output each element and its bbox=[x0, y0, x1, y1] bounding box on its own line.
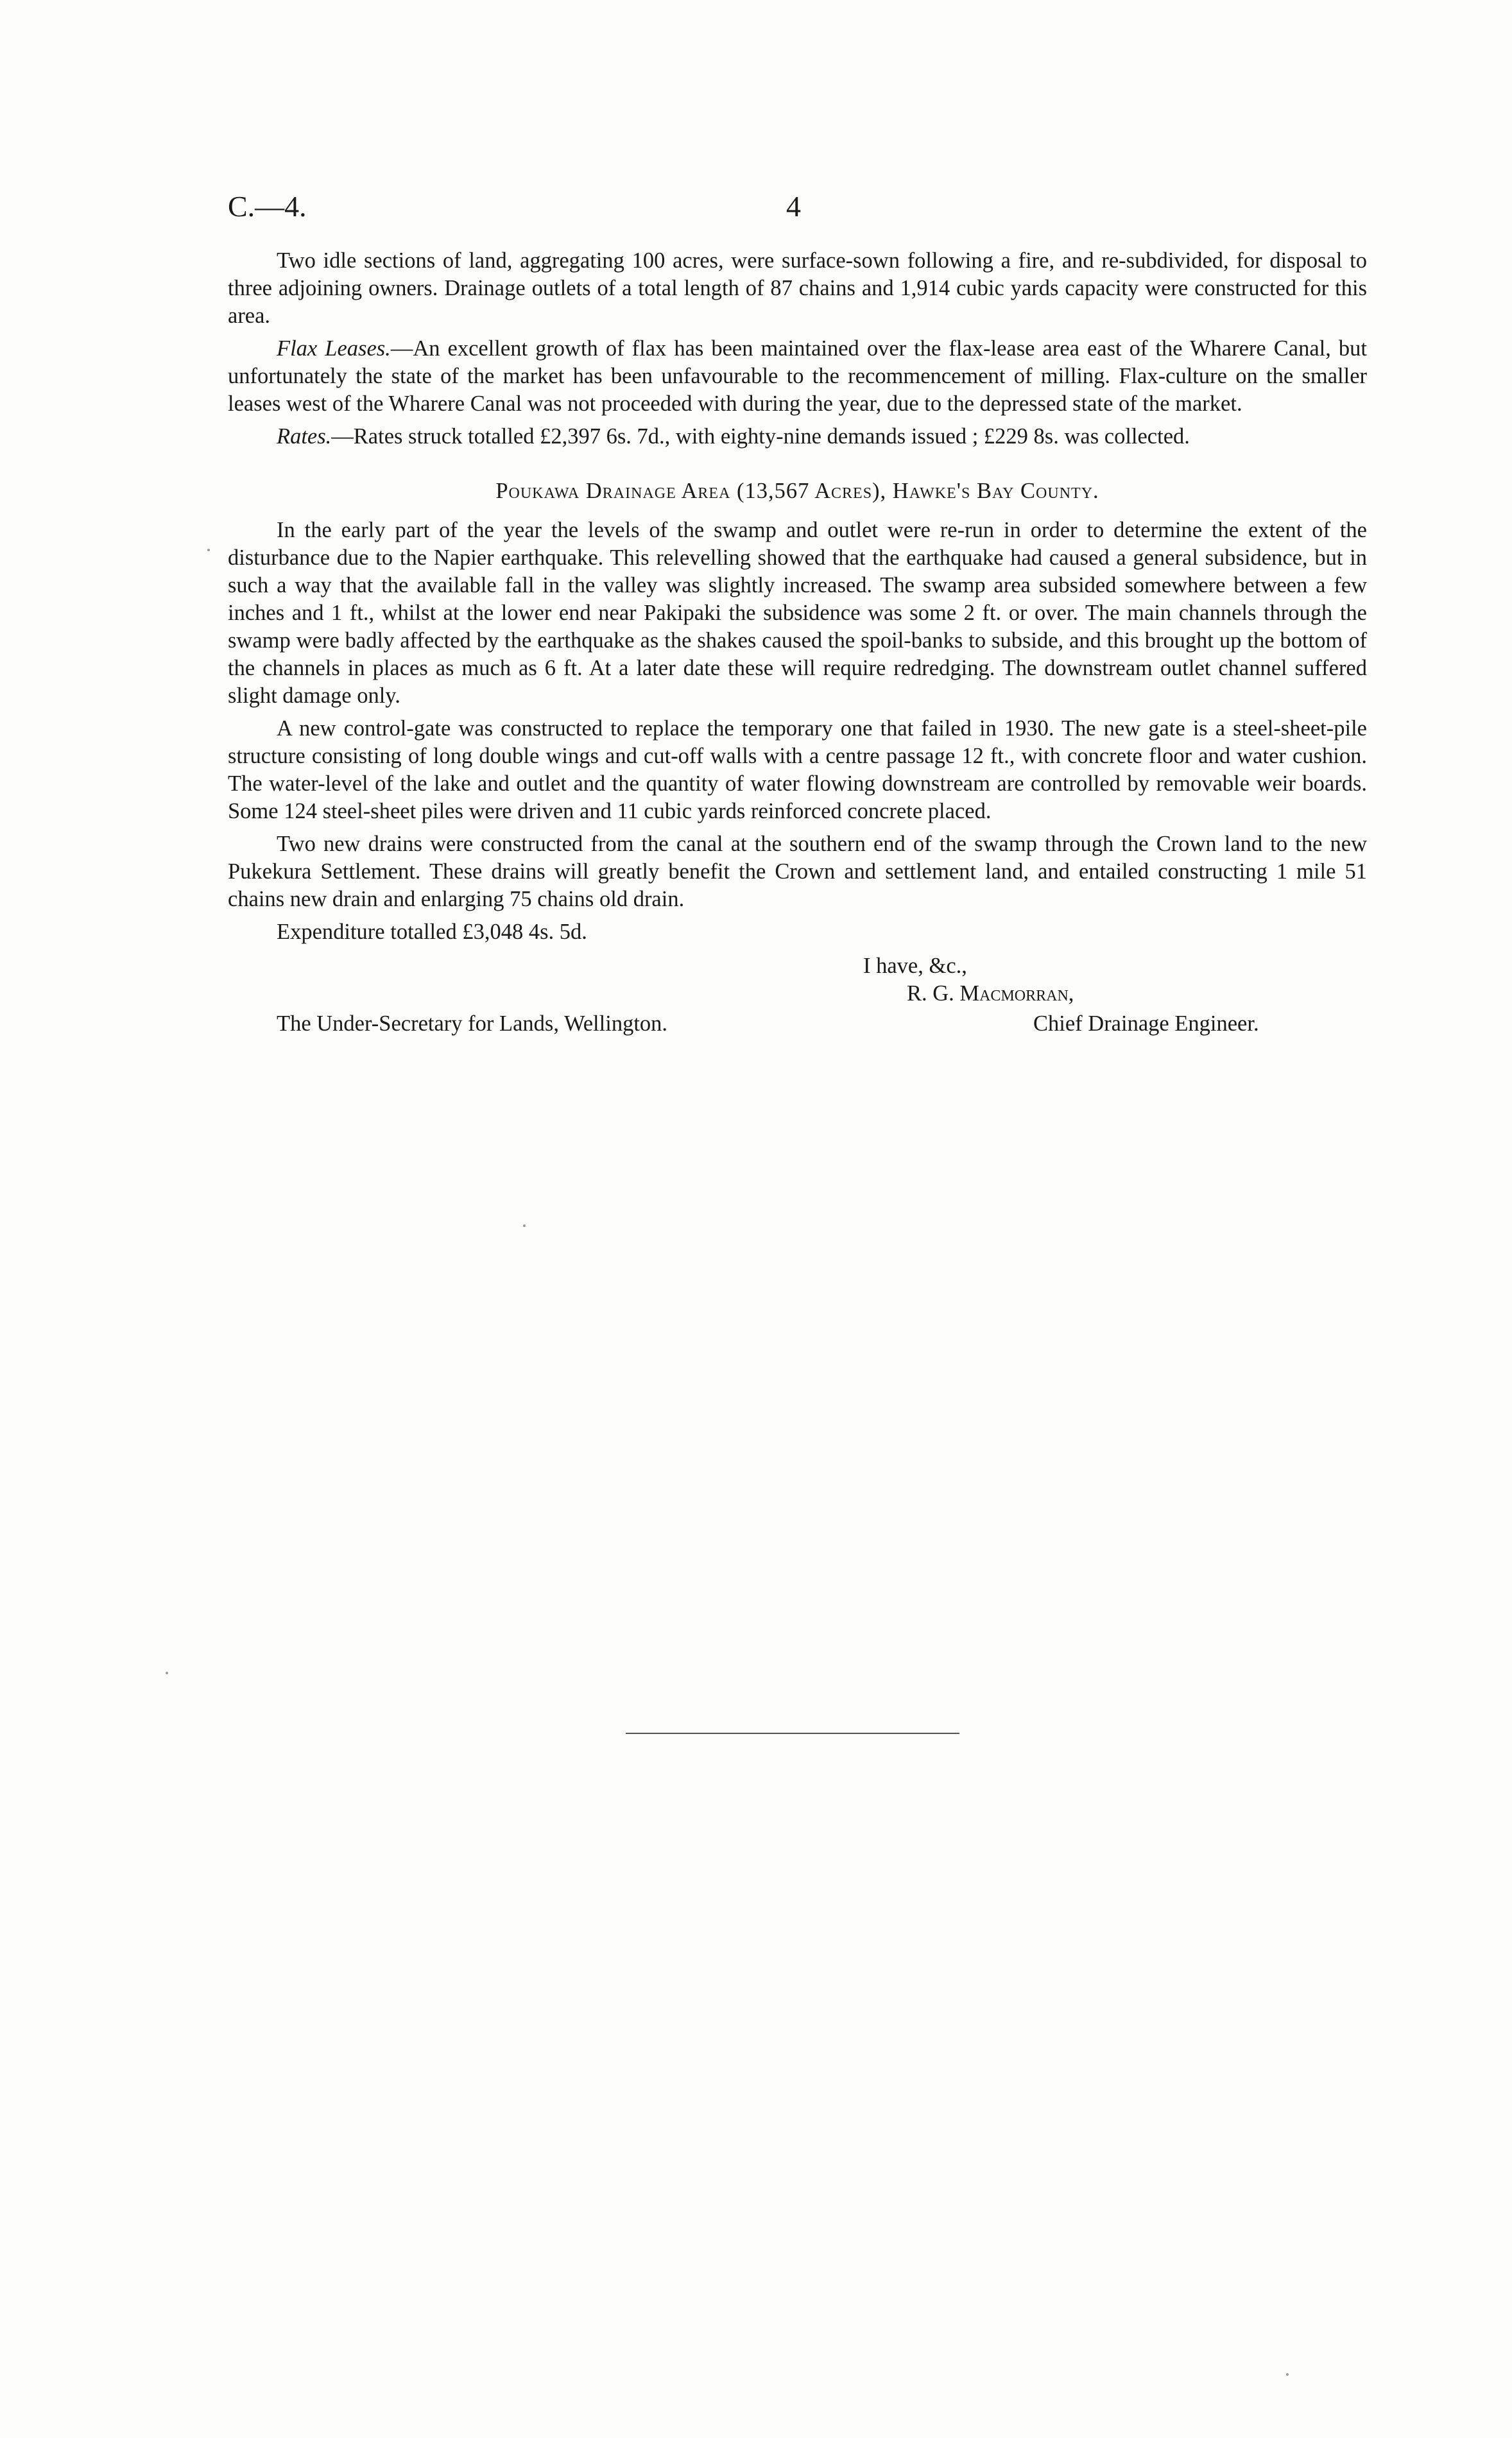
paragraph-text: Two idle sections of land, aggregating 100 acres, were surface-sown following a fire, and re-subdivided, for disposal to three adjoining owners. Drainage outlets of a total length of 87 chains and 1,914 cubic yards capacity were constructed for this area. bbox=[228, 248, 1367, 328]
paragraph-lead: Rates. bbox=[277, 424, 332, 449]
paragraph-text: —An excellent growth of flax has been maintained over the flax-lease area east of the Wharere Canal, but unfortunately the state of the market has been unfavourable to the recommencement of milling. Flax-culture on the smaller leases west of the Wharere Canal was not proceeded with during the year, due to the depressed state of the market. bbox=[228, 336, 1367, 416]
page-number: 4 bbox=[786, 190, 801, 223]
paragraph-idle-sections bbox=[228, 247, 1367, 330]
addressee: The Under-Secretary for Lands, Wellington. bbox=[277, 1011, 668, 1036]
letter-closing bbox=[228, 952, 1367, 1061]
scan-speck bbox=[1286, 2373, 1289, 2376]
salutation: I have, &c., bbox=[863, 954, 967, 978]
page-header bbox=[228, 189, 1367, 228]
document-reference: C.—4. bbox=[228, 190, 307, 223]
paragraph-control-gate: A new control-gate was constructed to replace the temporary one that failed in 1930. The new gate is a steel-sheet-pile structure consisting of long double wings and cut-off walls with a centre passage 12 ft., with concrete floor and water cushion. The water-level of the lake and outlet and the quantity of water flowing downstream are controlled by removable weir boards. Some 124 steel-sheet piles were driven and 11 cubic yards reinforced concrete placed. bbox=[228, 716, 1367, 823]
paragraph-expenditure: Expenditure totalled £3,048 4s. 5d. bbox=[277, 920, 587, 944]
scan-speck bbox=[207, 549, 210, 551]
document-body bbox=[228, 247, 1367, 1061]
scan-speck bbox=[523, 1224, 526, 1227]
paragraph-text: —Rates struck totalled £2,397 6s. 7d., with eighty-nine demands issued ; £229 8s. was collected. bbox=[331, 424, 1190, 449]
paragraph-levels: In the early part of the year the levels of the swamp and outlet were re-run in order to determine the extent of the disturbance due to the Napier earthquake. This relevelling showed that the earthquake had caused a general subsidence, but in such a way that the available fall in the valley was slightly increased. The swamp area subsided somewhere between a few inches and 1 ft., whilst at the lower end near Pakipaki the subsidence was some 2 ft. or over. The main channels through the swamp were badly affected by the earthquake as the shakes caused the spoil-banks to subside, and this brought up the bottom of the channels in places as much as 6 ft. At a later date these will require redredging. The downstream outlet channel suffered slight damage only. bbox=[228, 518, 1367, 708]
closing-rule bbox=[626, 1733, 959, 1734]
signer-name: R. G. Macmorran, bbox=[907, 981, 1074, 1006]
paragraph-rates bbox=[228, 423, 1367, 451]
paragraph-lead: Flax Leases. bbox=[277, 336, 391, 361]
section-heading: Poukawa Drainage Area (13,567 Acres), Hawke's Bay County. bbox=[495, 479, 1099, 503]
paragraph-flax-leases bbox=[228, 335, 1367, 418]
paragraph-new-drains: Two new drains were constructed from the canal at the southern end of the swamp through the Crown land to the new Pukekura Settlement. These drains will greatly benefit the Crown and settlement land, and entailed constructing 1 mile 51 chains new drain and enlarging 75 chains old drain. bbox=[228, 832, 1367, 911]
scan-speck bbox=[166, 1672, 168, 1674]
signer-title: Chief Drainage Engineer. bbox=[1033, 1011, 1259, 1036]
